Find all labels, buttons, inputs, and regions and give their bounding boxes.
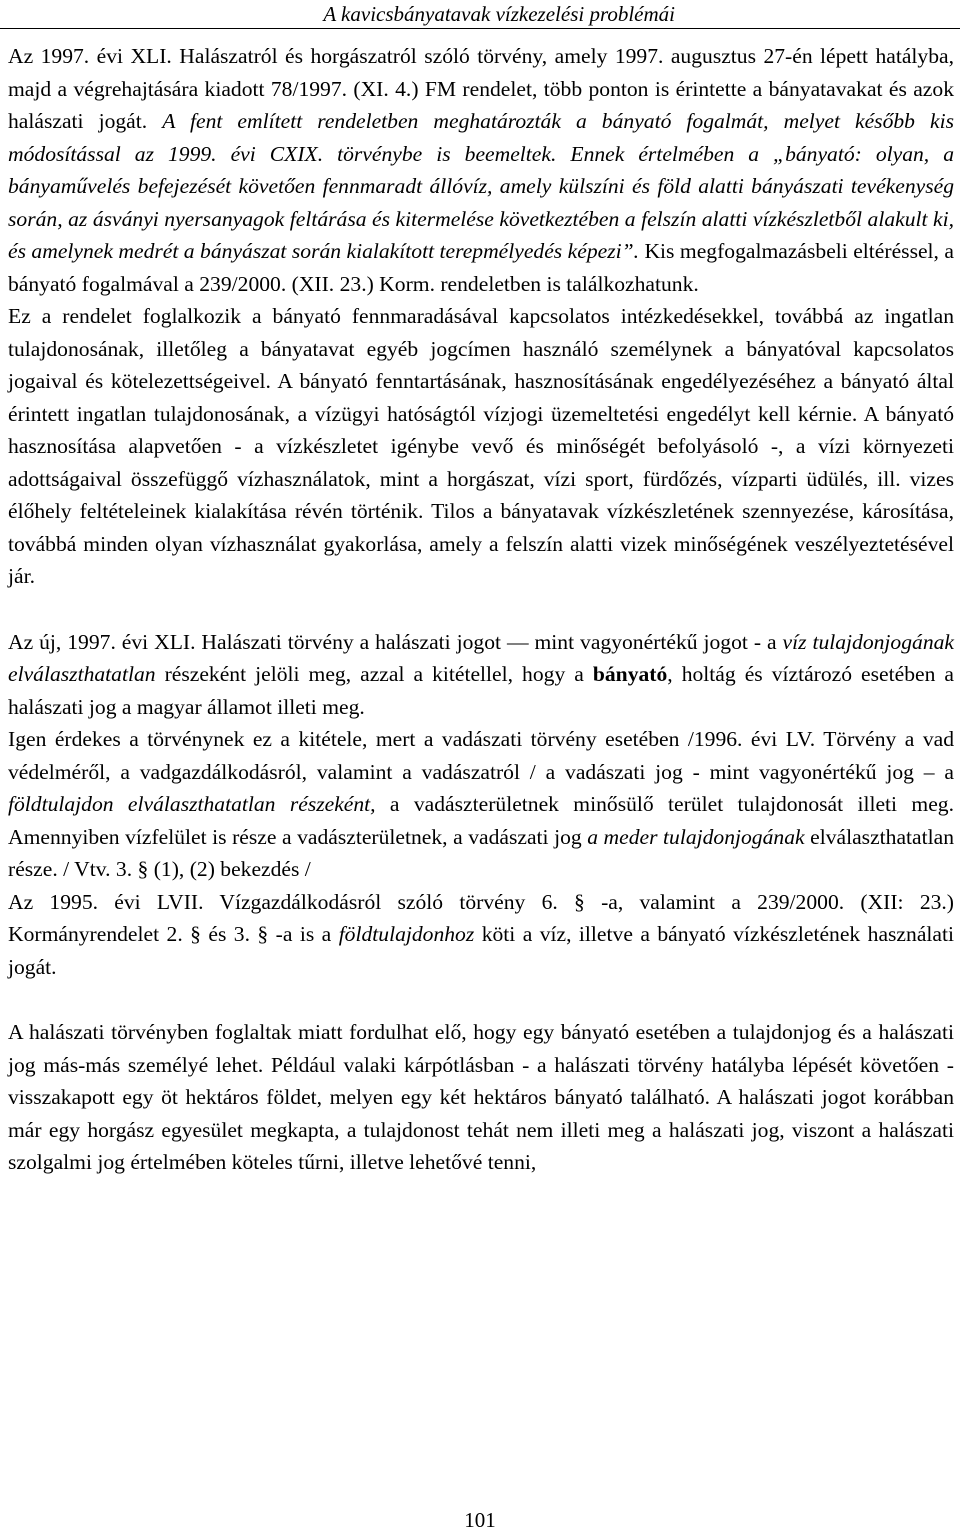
text-run: Az 1997. évi XLI. Halászatról és horgászatról szóló törvény, amely 1997. augusztus 27-én lépett hatályba, majd a végrehajtására kiadott 78/1997. (XI. 4.) FM rendelet, több ponton is érintette a bányatavakat és azok halászati jogát.: [8, 44, 954, 133]
paragraph: [8, 1016, 954, 1179]
text-run: A halászati törvényben foglaltak miatt fordulhat elő, hogy egy bányató esetében a tulajdonjog és a halászati jog más-más személyé lehet. Például valaki kárpótlásban - a halászati törvény hatályba lépését követően - visszakapott egy öt hektáros földet, melyen egy két hektáros bányató található. A halászati jogot korábban már egy horgász egyesület megkapta, a tulajdonost tehát nem illeti meg a halászati jog, viszont a halászati szolgalmi jog értelmében köteles tűrni, illetve lehetővé tenni,: [8, 1020, 954, 1174]
text-run: Kis megfogalmazásbeli eltéréssel, a bányató fogalmával a 239/2000. (XII. 23.) Korm. rendeletben is találkozhatunk.: [8, 239, 954, 296]
paragraph: [8, 886, 954, 984]
running-header: [0, 0, 960, 29]
paragraph: [8, 300, 954, 593]
text-run: , holtág és víztározó esetében a halászati jog a magyar államot illeti meg.: [8, 662, 954, 719]
text-run: Igen érdekes a törvénynek ez a kitétele, mert a vadászati törvény esetében /1996. évi LV. Törvény a vad védelméről, a vadgazdálkodásról, valamint a vadászatról / a vadászati jog - mint vagyonértékű jog – a: [8, 727, 954, 784]
text-run: Az új, 1997. évi XLI. Halászati törvény a halászati jogot — mint vagyonértékű jogot - a: [8, 629, 783, 654]
italic-text: A fent említett rendeletben meghatározták a bányató fogalmát, melyet később kis módosítással az 1999. évi CXIX. törvénybe is beemeltek. Ennek értelmében a „bányató: olyan, a bányaművelés befejezését követően fennmaradt állóvíz, amely külszíni és föld alatti bányászati tevékenység során, az ásványi nyersanyagok feltárása és kitermelése következtében a felszín alatti vízkészletből alakult ki, és amelynek medrét a bányászat során kialakított terepmélyedés képezi”.: [8, 109, 954, 263]
paragraph: [8, 723, 954, 886]
italic-text: víz tulajdonjogának elválaszthatatlan: [8, 629, 954, 686]
italic-text: földtulajdonhoz: [338, 922, 475, 946]
paragraph: [8, 626, 954, 724]
text-run: a vadászterületnek minősülő terület tulajdonosát illeti meg. Amennyiben vízfelület is része a vadászterületnek, a vadászati jog: [8, 792, 954, 849]
italic-text: földtulajdon elválaszthatatlan részeként,: [8, 792, 376, 816]
header-title: A kavicsbányatavak vízkezelési problémái: [323, 2, 675, 26]
italic-text: a meder tulajdonjogának: [587, 824, 805, 849]
bold-text: bányató: [592, 662, 668, 686]
text-run: elválaszthatatlan része. / Vtv. 3. § (1), (2) bekezdés /: [8, 824, 955, 881]
paragraph-gap: [8, 983, 954, 1016]
text-run: köti a víz, illetve a bányató vízkészletének használati jogát.: [8, 922, 954, 979]
text-run: részeként jelöli meg, azzal a kitétellel, hogy a: [155, 662, 593, 686]
paragraph-gap: [8, 593, 954, 626]
page-number: 101: [464, 1508, 496, 1532]
text-run: Ez a rendelet foglalkozik a bányató fennmaradásával kapcsolatos intézkedésekkel, továbbá az ingatlan tulajdonosának, illetőleg a bányatavat egyéb jogcímen használó személynek a bányatóval kapcsolatos jogaival és kötelezettségeivel. A bányató fenntartásának, hasznosításának engedélyezéséhez a bányató által érintett ingatlan tulajdonosának, a vízügyi hatóságtól vízjogi üzemeltetési engedélyt kell kérnie. A bányató hasznosítása alapvetően - a vízkészletet igénybe vevő és minőségét befolyásoló -, a vízi környezeti adottságaival összefüggő vízhasználatok, mint a horgászat, vízi sport, fürdőzés, vízparti üdülés, ill. vizes élőhely feltételeinek kialakítása révén történik. Tilos a bányatavak vízkészletének szennyezése, károsítása, továbbá minden olyan vízhasználat gyakorlása, amely a felszín alatti vizek minőségének veszélyeztetésével jár.: [8, 304, 954, 588]
paragraph: [8, 40, 954, 300]
text-run: Az 1995. évi LVII. Vízgazdálkodásról szóló törvény 6. § -a, valamint a 239/2000. (XII: 23.) Kormányrendelet 2. § és 3. § -a is a: [8, 889, 954, 946]
body-text: [8, 40, 954, 1179]
